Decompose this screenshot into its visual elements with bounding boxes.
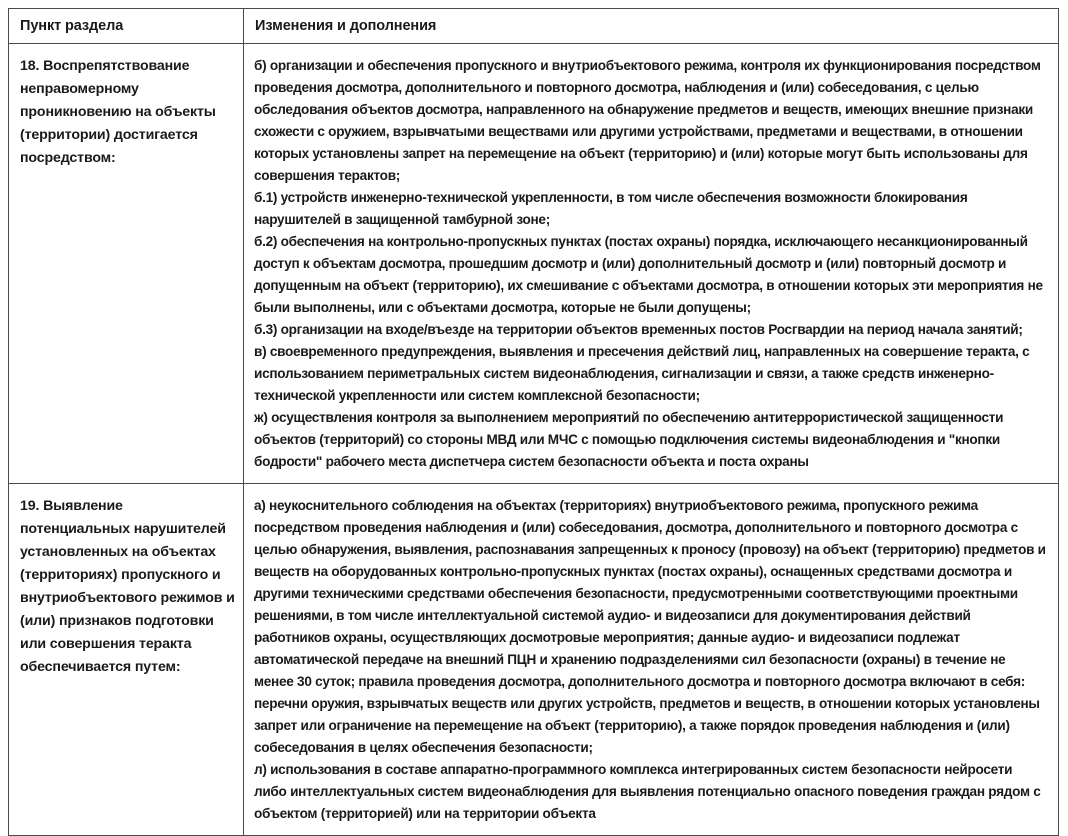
change-paragraph: б.3) организации на входе/въезде на территории объектов временных постов Росгвардии на период начала занятий; bbox=[254, 322, 1023, 337]
cell-item-18: 18. Воспрепятствование неправомерному проникновению на объекты (территории) достигается посредством: bbox=[9, 44, 244, 484]
table-container bbox=[8, 8, 1058, 836]
cell-changes-19 bbox=[244, 484, 1059, 836]
change-paragraph: ж) осуществления контроля за выполнением мероприятий по обеспечению антитеррористической защищенности объектов (территорий) со стороны МВД или МЧС с помощью подключения системы видеонаблюдения и "кнопки бодрости" рабочего места диспетчера систем безопасности объекта и поста охраны bbox=[254, 410, 1004, 469]
table-header-row bbox=[9, 9, 1059, 44]
cell-item-19: 19. Выявление потенциальных нарушителей установленных на объектах (территориях) пропускного и внутриобъектового режимов и (или) признаков подготовки или совершения теракта обеспечивается путем: bbox=[9, 484, 244, 836]
header-cell-changes: Изменения и дополнения bbox=[244, 9, 1059, 44]
table-row bbox=[9, 44, 1059, 484]
change-paragraph: б) организации и обеспечения пропускного и внутриобъектового режима, контроля их функционирования посредством проведения досмотра, дополнительного и повторного досмотра, наблюдения и (или) собеседования, с целью обследования объектов досмотра, направленного на обнаружение предметов и веществ, имеющих внешние признаки схожести с оружием, взрывчатыми веществами или другими устройствами, предметами и веществами, в отношении которых установлены запрет на перемещение на объект (территорию) и (или) которые могут быть использованы для совершения терактов; bbox=[254, 58, 1041, 183]
change-paragraph: а) неукоснительного соблюдения на объектах (территориях) внутриобъектового режима, пропускного режима посредством проведения наблюдения и (или) собеседования, досмотра, дополнительного и повторного досмотра с целью обнаружения, выявления, распознавания запрещенных к проносу (провозу) на объект (территорию) предметов и веществ на оборудованных контрольно-пропускных пунктах (постах охраны), оснащенных средствами досмотра и другими техническими средствами обеспечения безопасности, предусмотренными соответствующими проектными решениями, в том числе интеллектуальной системой аудио- и видеозаписи для документирования действий работников охраны, осуществляющих досмотровые мероприятия; данные аудио- и видеозаписи подлежат автоматической передаче на внешний ПЦН и хранению подразделениями сил безопасности (охраны) в течение не менее 30 суток; правила проведения досмотра, дополнительного досмотра и повторного досмотра включают в себя: перечни оружия, взрывчатых веществ или других устройств, предметов и веществ, в отношении которых установлены запрет или ограничение на перемещение на объект (территорию), а также порядок проведения наблюдения и (или) собеседования в целях обеспечения безопасности; bbox=[254, 498, 1046, 755]
table-body bbox=[9, 44, 1059, 836]
table-header bbox=[9, 9, 1059, 44]
change-paragraph: л) использования в составе аппаратно-программного комплекса интегрированных систем безопасности нейросети либо интеллектуальных систем видеонаблюдения для выявления потенциально опасного поведения граждан рядом с объектом (территорией) или на территории объекта bbox=[254, 762, 1041, 821]
header-cell-item: Пункт раздела bbox=[9, 9, 244, 44]
changes-table bbox=[8, 8, 1059, 836]
change-paragraph: в) своевременного предупреждения, выявления и пресечения действий лиц, направленных на совершение теракта, с использованием периметральных систем видеонаблюдения, сигнализации и связи, а также средств инженерно-технической укрепленности или систем комплексной безопасности; bbox=[254, 344, 1030, 403]
change-paragraph: б.2) обеспечения на контрольно-пропускных пунктах (постах охраны) порядка, исключающего несанкционированный доступ к объектам досмотра, прошедшим досмотр и (или) дополнительный досмотр и (или) повторный досмотр и допущенным на объект (территорию), их смешивание с объектами досмотра, в отношении которых эти мероприятия не были выполнены, или с объектами досмотра, которые не были допущены; bbox=[254, 234, 1043, 315]
cell-changes-18 bbox=[244, 44, 1059, 484]
table-row bbox=[9, 484, 1059, 836]
change-paragraph: б.1) устройств инженерно-технической укрепленности, в том числе обеспечения возможности блокирования нарушителей в защищенной тамбурной зоне; bbox=[254, 190, 968, 227]
